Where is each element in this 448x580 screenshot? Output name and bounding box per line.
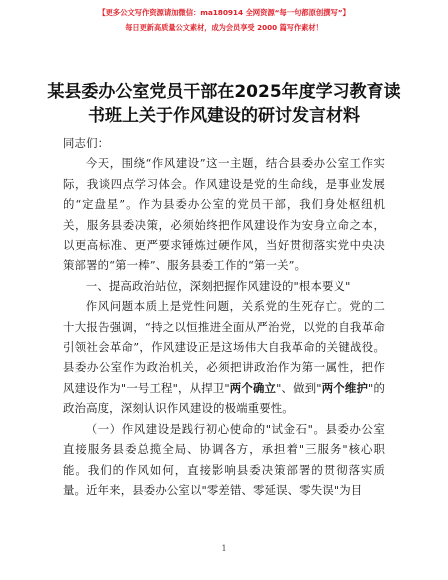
section-heading-1: 一、提高政治站位，深刻把握作风建设的"根本要义" (85, 278, 351, 293)
bold-phrase-two-establish: 两个确立 (229, 380, 277, 395)
greeting: 同志们： (63, 136, 110, 150)
paragraph-2 (63, 296, 385, 418)
bold-phrase-two-safeguard: 两个维护 (321, 380, 369, 395)
document-title: 某县委办公室党员干部在2025年度学习教育读书班上关于作风建设的研讨发言材料 (47, 82, 401, 126)
paragraph-2-text-a: 作风问题本质上是党性问题，关系党的生死存亡。党的二十大报告强调，“持之以恒推进全面从严治党，以党的自我革命引领社会革命”，作风建设正是这场伟大自我革命的关键战役。县委办公室作为政治机关，必须把讲政治作为第一属性，把作风建设作为"一号工程"，从捍卫" (63, 299, 385, 395)
banner-line-1: 【更多公文写作资源请加微信：ma180914 全网资源“每一句都原创撰写”】 (98, 8, 350, 17)
paragraph-2-text-c: "的政治高度，深刻认识作风建设的极端重要性。 (63, 380, 386, 416)
page-number: 1 (221, 544, 227, 553)
paragraph-3: （一）作风建设是践行初心使命的"试金石"。县委办公室直接服务县委总揽全局、协调各方，承担着"三服务"核心职能。我们的作风如何，直接影响县委决策部署的贯彻落实质量。近年来，县委办公室以"零差错、零延误、零失误"为目 (63, 421, 385, 497)
paragraph-2-text-mid: "、做到" (276, 380, 322, 395)
header-banner (0, 6, 448, 34)
document-body (63, 133, 385, 500)
banner-line-2: 每日更新高质量公文素材，成为会员享受 2000 篇写作素材！ (125, 23, 323, 32)
paragraph-intro: 今天，围绕“作风建设”这一主题，结合县委办公室工作实际，我谈四点学习体会。作风建设是党的生命线，是事业发展的“定盘星”。作为县委办公室的党员干部，我们身处枢纽机关，服务县委决策，必须始终把作风建设作为安身立命之本，以更高标准、更严要求锤炼过硬作风，当好贯彻落实党中央决策部署的“第一棒”、服务县委工作的“第一关”。 (63, 156, 385, 273)
